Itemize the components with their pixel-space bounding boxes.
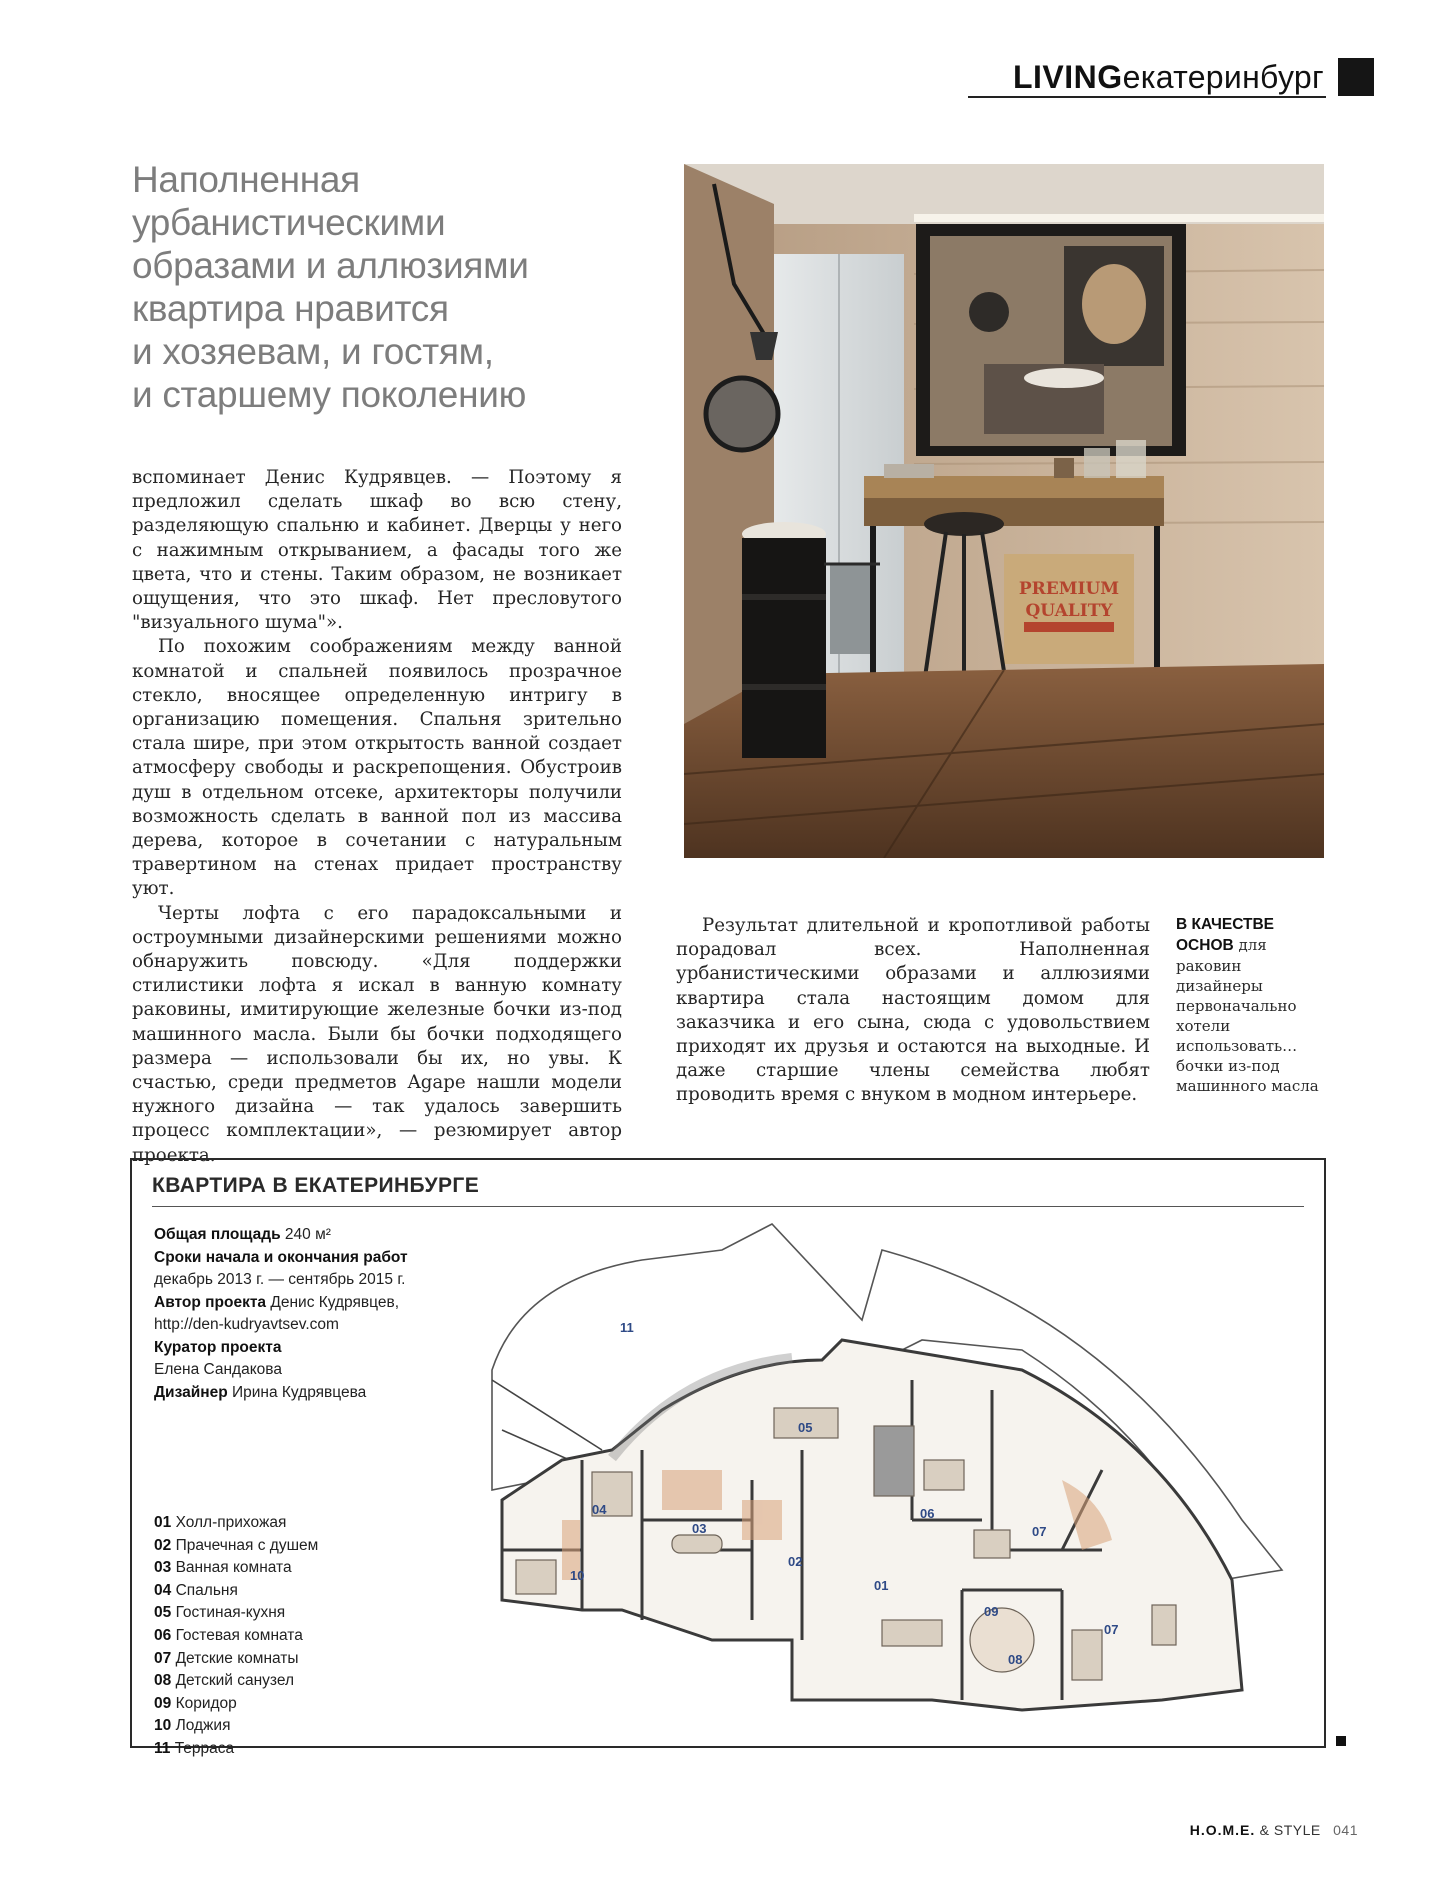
legend-label: Детский санузел: [175, 1672, 295, 1690]
plan-label-03: 03: [692, 1521, 707, 1536]
plan-label-07a: 07: [1032, 1524, 1047, 1539]
legend-num: 05: [154, 1604, 172, 1622]
fact-dates-value: декабрь 2013 г. — сентябрь 2015 г.: [154, 1271, 406, 1288]
plan-label-05: 05: [798, 1420, 813, 1435]
legend-label: Лоджия: [175, 1717, 231, 1735]
crate-text: QUALITY: [1025, 601, 1113, 621]
caption-lead: В КАЧЕСТВЕ ОСНОВ: [1176, 916, 1275, 954]
legend-num: 06: [154, 1626, 172, 1644]
floor-plan: [462, 1220, 1318, 1740]
legend-num: 07: [154, 1649, 172, 1667]
legend-item: [154, 1512, 318, 1535]
fact-label: Сроки начала и окончания работ: [154, 1248, 408, 1266]
pull-quote-line: и хозяевам, и гостям,: [132, 331, 494, 372]
plan-label-09: 09: [984, 1604, 999, 1619]
pull-quote: [132, 158, 652, 416]
pull-quote-line: и старшему поколению: [132, 374, 527, 415]
magazine-style: & STYLE: [1259, 1822, 1321, 1838]
running-header: [1013, 52, 1374, 102]
fact-label: Автор проекта: [154, 1293, 267, 1311]
legend-num: 02: [154, 1536, 172, 1554]
crate-text: PREMIUM: [1018, 579, 1120, 599]
legend-num: 04: [154, 1581, 172, 1599]
room-legend: [154, 1512, 318, 1761]
legend-num: 08: [154, 1672, 172, 1690]
fact-curator-value: Елена Сандакова: [154, 1361, 282, 1378]
legend-item: [154, 1715, 318, 1738]
pull-quote-line: Наполненная: [132, 159, 360, 200]
page-number: 041: [1333, 1822, 1358, 1838]
plan-label-02: 02: [788, 1554, 803, 1569]
plan-label-06: 06: [920, 1506, 935, 1521]
fact-value: Ирина Кудрявцева: [231, 1383, 367, 1401]
legend-item: [154, 1670, 318, 1693]
fact-value: 240 м²: [284, 1226, 331, 1243]
page-footer: [1190, 1822, 1358, 1838]
section-city: екатеринбург: [1122, 58, 1324, 95]
legend-label: Коридор: [175, 1694, 237, 1712]
fact-author: [154, 1292, 494, 1315]
legend-num: 03: [154, 1559, 172, 1577]
article-paragraph: По похожим соображениям между ванной комнатой и спальней появилось прозрачное стекло, вносящее определенную интригу в организацию помещения. Спальня зрительно стала шире, при этом открытость ванной создает атмосферу свободы и раскрепощения. Обустроив душ в отдельном отсеке, архитекторы получили возможность сделать в ванной пол из массива дерева, которое в сочетании с натуральным травертином на стенах придает пространству уют.: [132, 636, 622, 900]
article-paragraph: Черты лофта с его парадоксальными и остроумными дизайнерскими решениями можно обнаружить повсюду. «Для поддержки стилистики лофта я искал в ванную комнату раковины, имитирующие железные бочки из-под машинного масла. Были бы бочки подходящего размера — использовали бы их, но увы. К счастью, среди предметов Agape нашли модели нужного дизайна — так удалось завершить процесс комплектации», — резюмирует автор проекта.: [132, 902, 622, 1166]
info-box-rule: [152, 1206, 1304, 1207]
fact-label: Куратор проекта: [154, 1338, 282, 1356]
plan-label-08: 08: [1008, 1652, 1023, 1667]
article-end-mark: [1336, 1736, 1346, 1746]
bathroom-photo: [684, 164, 1324, 858]
pull-quote-line: образами и аллюзиями: [132, 245, 529, 286]
plan-label-01: 01: [874, 1578, 889, 1593]
legend-item: [154, 1602, 318, 1625]
header-square-mark: [1338, 58, 1374, 96]
article-column-left: [132, 466, 622, 1168]
caption-text: для раковин дизайнеры первоначально хотели использовать… бочки из-под машинного масла: [1176, 936, 1319, 1095]
bathroom-photo-svg: [684, 164, 1324, 858]
fact-value: Денис Кудрявцев,: [270, 1293, 399, 1311]
fact-dates-label: [154, 1247, 494, 1270]
article-paragraph: вспоминает Денис Кудрявцев. — Поэтому я предложил сделать шкаф во всю стену, разделяющую спальню и кабинет. Дверцы у него с нажимным открыванием, а фасады того же цвета, что и стены. Таким образом, не возникает ощущения, что это шкаф. Нет пресловутого "визуального шума"».: [132, 467, 622, 634]
fact-designer: [154, 1382, 494, 1405]
legend-item: [154, 1625, 318, 1648]
fact-label: Дизайнер: [154, 1383, 228, 1401]
fact-label: Общая площадь: [154, 1226, 281, 1243]
pull-quote-line: урбанистическими: [132, 202, 446, 243]
info-box-title: КВАРТИРА В ЕКАТЕРИНБУРГЕ: [152, 1174, 480, 1197]
legend-label: Гостиная-кухня: [175, 1604, 286, 1622]
photo-caption: [1176, 914, 1332, 1096]
legend-item: [154, 1693, 318, 1716]
legend-label: Гостевая комната: [175, 1626, 303, 1644]
magazine-name: H.O.M.E.: [1189, 1822, 1256, 1838]
plan-label-11: 11: [620, 1320, 634, 1335]
legend-item: [154, 1557, 318, 1580]
legend-item: [154, 1738, 318, 1761]
plan-label-10: 10: [570, 1568, 585, 1583]
legend-label: Спальня: [175, 1581, 238, 1599]
apartment-info-box: [130, 1158, 1326, 1757]
legend-num: 09: [154, 1694, 172, 1712]
legend-item: [154, 1535, 318, 1558]
article-column-mid: Результат длительной и кропотливой работы порадовал всех. Наполненная урбанистическими образами и аллюзиями квартира стала настоящим домом для заказчика и его сына, сюда с удовольствием приходят их друзья и остаются на выходные. И даже старшие члены семейства любят проводить время с внуком в модном интерьере.: [676, 915, 1150, 1106]
plan-label-04: 04: [592, 1502, 607, 1517]
plan-label-07b: 07: [1104, 1622, 1119, 1637]
fact-area: [154, 1224, 494, 1247]
header-rule: [968, 96, 1326, 98]
fact-curator-label: [154, 1337, 494, 1360]
legend-label: Ванная комната: [175, 1559, 292, 1577]
project-facts: [154, 1224, 494, 1404]
legend-item: [154, 1648, 318, 1671]
legend-item: [154, 1580, 318, 1603]
legend-num: 01: [154, 1514, 172, 1531]
legend-label: Прачечная с душем: [175, 1536, 319, 1554]
legend-num: 10: [154, 1717, 172, 1735]
pull-quote-line: квартира нравится: [132, 288, 449, 329]
legend-label: Детские комнаты: [175, 1649, 299, 1667]
legend-label: Терраса: [174, 1739, 235, 1757]
section-brand: LIVING: [1012, 58, 1123, 95]
legend-label: Холл-прихожая: [175, 1514, 287, 1531]
legend-num: 11: [154, 1739, 171, 1757]
fact-author-url: http://den-kudryavtsev.com: [154, 1316, 339, 1333]
